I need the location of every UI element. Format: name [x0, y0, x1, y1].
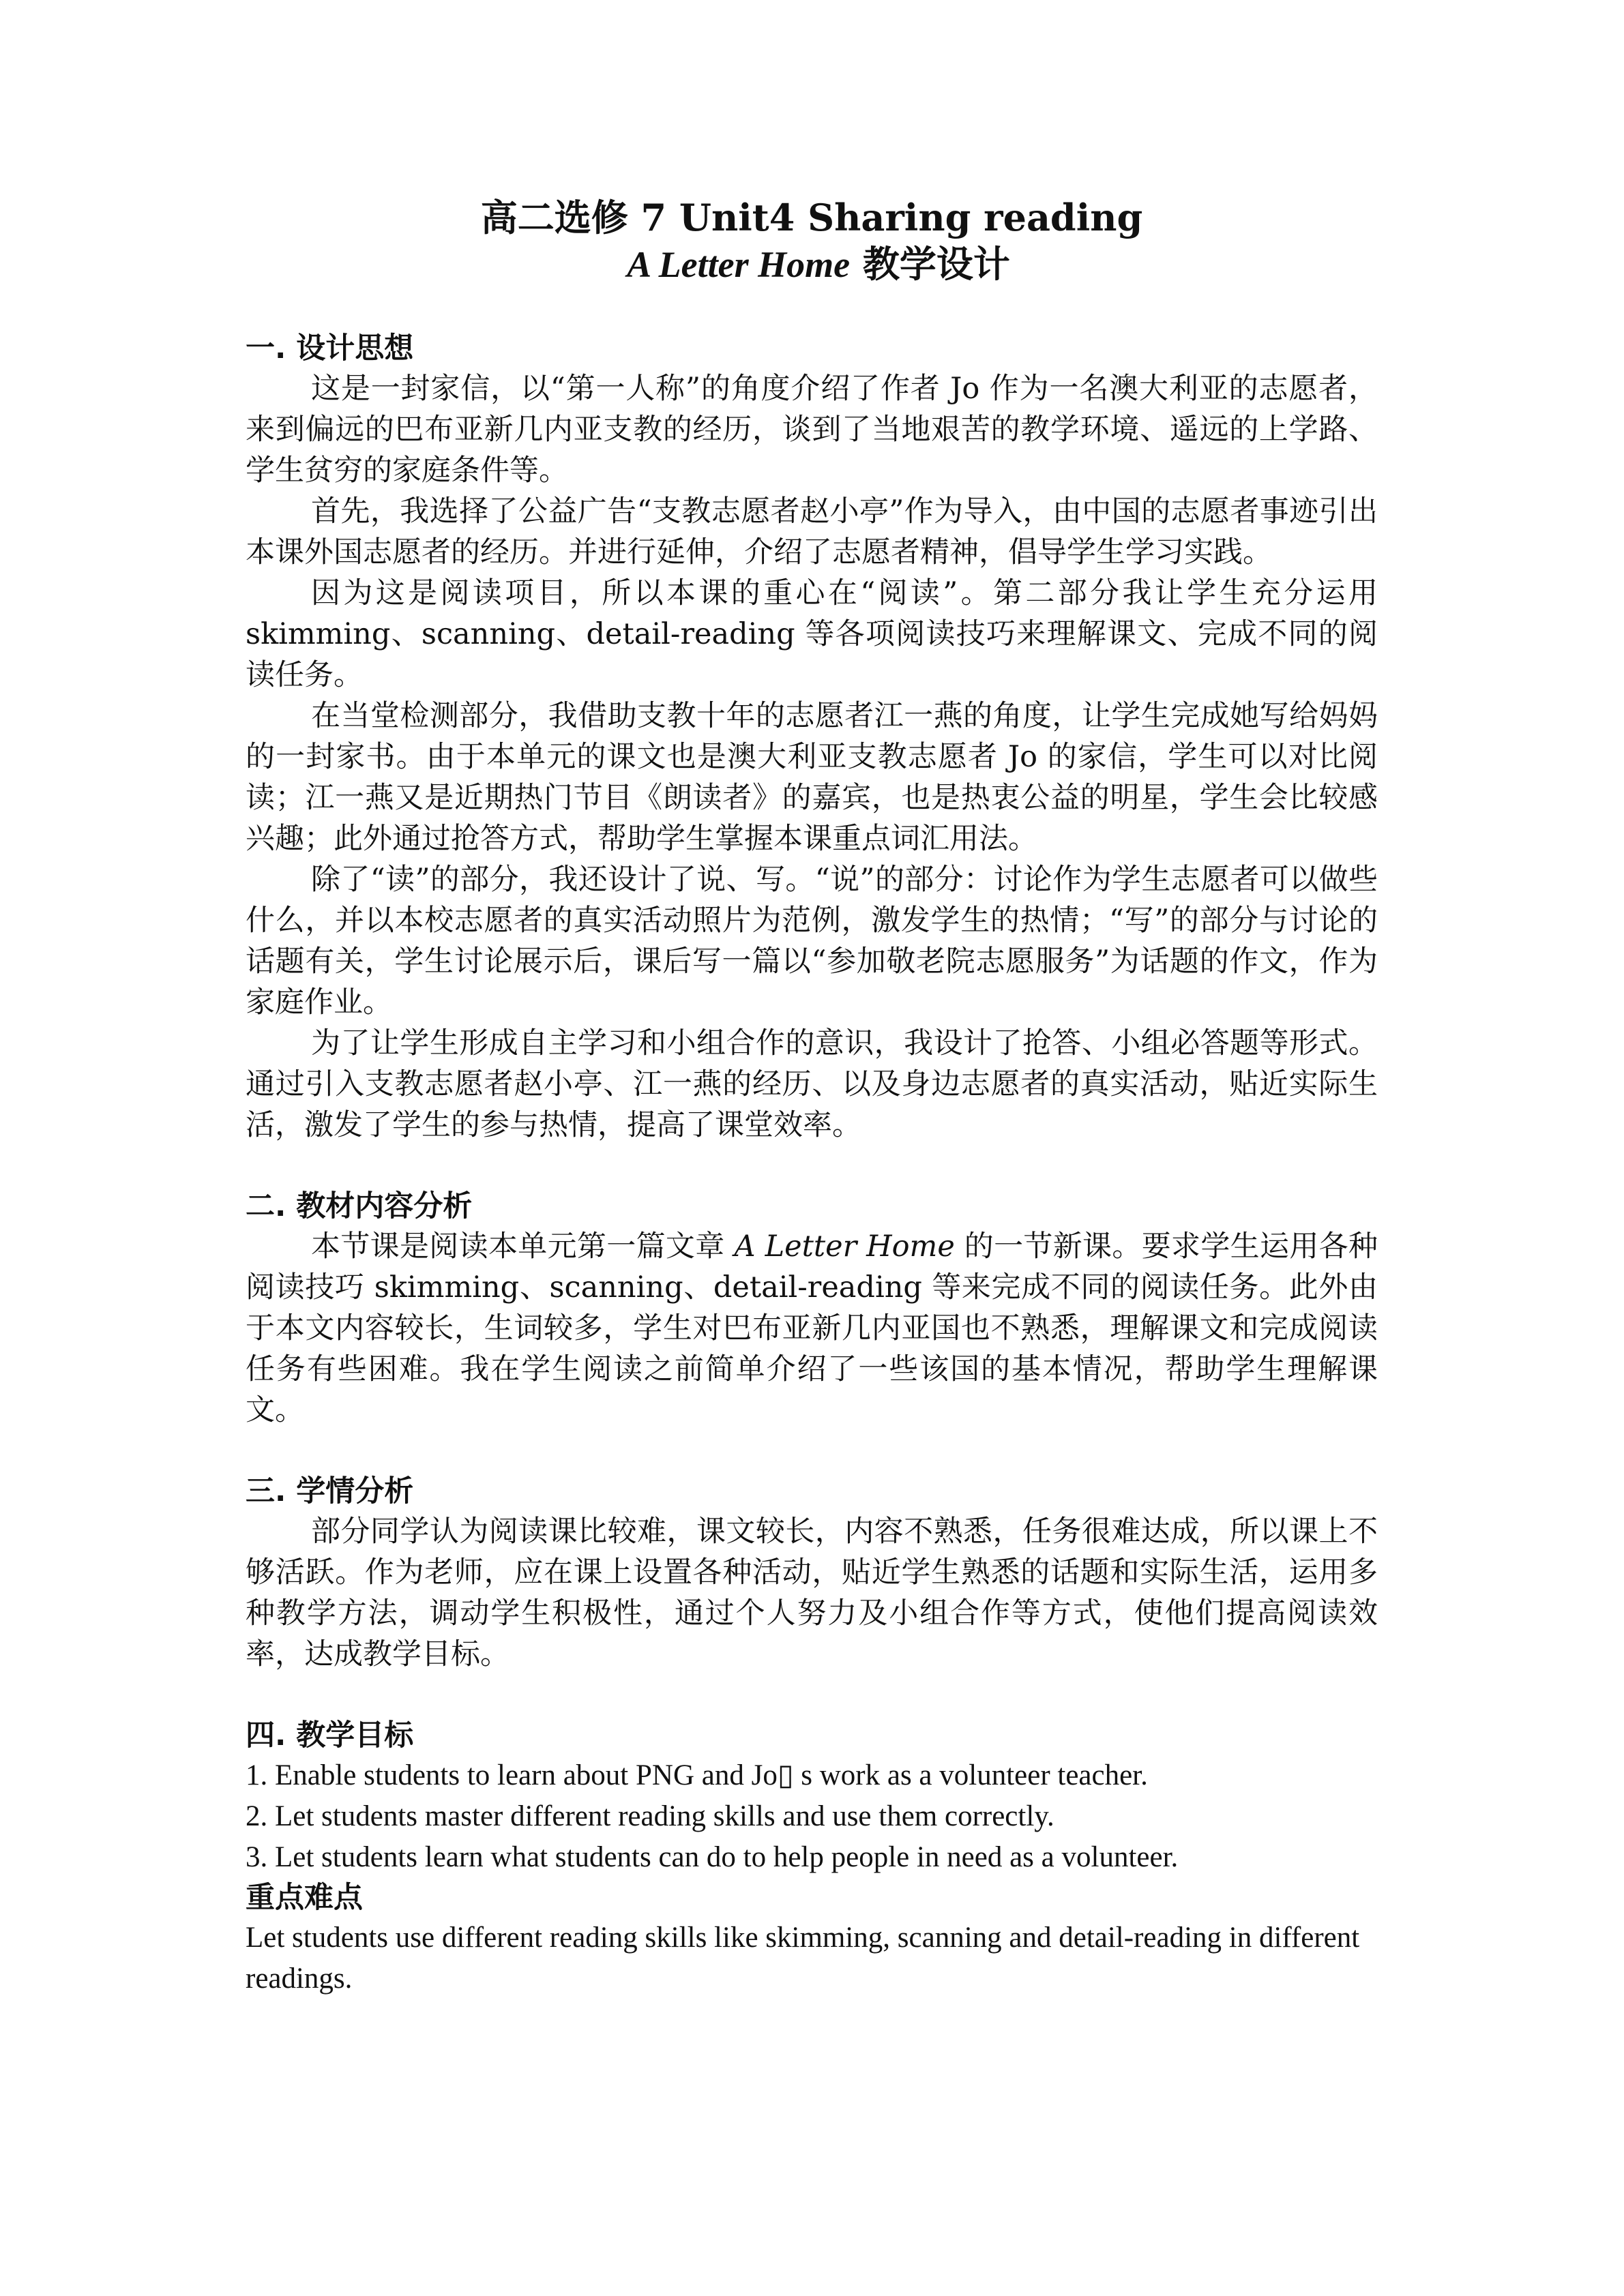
key-points-heading: 重点难点	[246, 1881, 363, 1915]
document-title: 高二选修 7 Unit4 Sharing reading	[480, 196, 1143, 239]
goal-item: 3. Let students learn what students can do to help people in need as a volunteer.	[246, 1841, 1179, 1873]
material-paragraph	[246, 1226, 1378, 1431]
key-points-text: Let students use different reading skills like skimming, scanning and detail-reading in different readings.	[246, 1922, 1360, 1995]
design-paragraph-1: 这是一封家信，以“第一人称”的角度介绍了作者 Jo 作为一名澳大利亚的志愿者，来到偏远的巴布亚新几内亚支教的经历，谈到了当地艰苦的教学环境、遥远的上学路、学生贫穷的家庭条件等。	[246, 372, 1378, 488]
section-heading-students: 三. 学情分析	[246, 1474, 414, 1508]
goal-item: 2. Let students master different reading skills and use them correctly.	[246, 1800, 1054, 1832]
design-paragraph-4: 在当堂检测部分，我借助支教十年的志愿者江一燕的角度，让学生完成她写给妈妈的一封家书。由于本单元的课文也是澳大利亚支教志愿者 Jo 的家信，学生可以对比阅读；江一燕又是近期热门节目《朗读者》的嘉宾，也是热衷公益的明星，学生会比较感兴趣；此外通过抢答方式，帮助学生掌握本课重点词汇用法。	[246, 699, 1378, 856]
design-paragraph-5: 除了“读”的部分，我还设计了说、写。“说”的部分：讨论作为学生志愿者可以做些什么，并以本校志愿者的真实活动照片为范例，激发学生的热情；“写”的部分与讨论的话题有关，学生讨论展示后，课后写一篇以“参加敬老院志愿服务”为话题的作文，作为家庭作业。	[246, 863, 1378, 1019]
design-paragraph-3: 因为这是阅读项目，所以本课的重心在“阅读”。第二部分我让学生充分运用 skimming、scanning、detail-reading 等各项阅读技巧来理解课文、完成不同的阅读任务。	[246, 576, 1378, 692]
goal-item: 1. Enable students to learn about PNG and Jo▯ s work as a volunteer teacher.	[246, 1759, 1148, 1791]
design-paragraph-6: 为了让学生形成自主学习和小组合作的意识，我设计了抢答、小组必答题等形式。 通过引入支教志愿者赵小亭、江一燕的经历、以及身边志愿者的真实活动，贴近实际生活，激发了学生的参与热情，提高了课堂效率。	[246, 1026, 1378, 1142]
document-page	[246, 194, 1378, 1999]
material-text-before: 本节课是阅读本单元第一篇文章	[311, 1229, 735, 1264]
subtitle-italic: A Letter Home	[627, 244, 851, 285]
section-heading-goals: 四. 教学目标	[246, 1718, 414, 1753]
subtitle-rest: 教学设计	[850, 242, 1010, 286]
material-text-after: 的一节新课。要求学生运用各种阅读技巧 skimming、scanning、detail-reading 等来完成不同的阅读任务。此外由于本文内容较长，生词较多，学生对巴布亚新几内亚国也不熟悉，理解课文和完成阅读任务有些困难。我在学生阅读之前简单介绍了一些该国的基本情况，帮助学生理解课文。	[246, 1229, 1378, 1427]
material-text-italic: A Letter Home	[734, 1229, 955, 1264]
section-heading-material: 二. 教材内容分析	[246, 1189, 473, 1223]
design-paragraph-2: 首先，我选择了公益广告“支教志愿者赵小亭”作为导入，由中国的志愿者事迹引出本课外国志愿者的经历。并进行延伸，介绍了志愿者精神，倡导学生学习实践。	[246, 494, 1378, 569]
document-subtitle	[246, 241, 1378, 288]
section-heading-design: 一. 设计思想	[246, 331, 414, 366]
students-paragraph: 部分同学认为阅读课比较难，课文较长，内容不熟悉，任务很难达成，所以课上不够活跃。作为老师，应在课上设置各种活动，贴近学生熟悉的话题和实际生活，运用多种教学方法，调动学生积极性，通过个人努力及小组合作等方式，使他们提高阅读效率，达成教学目标。	[246, 1515, 1378, 1671]
